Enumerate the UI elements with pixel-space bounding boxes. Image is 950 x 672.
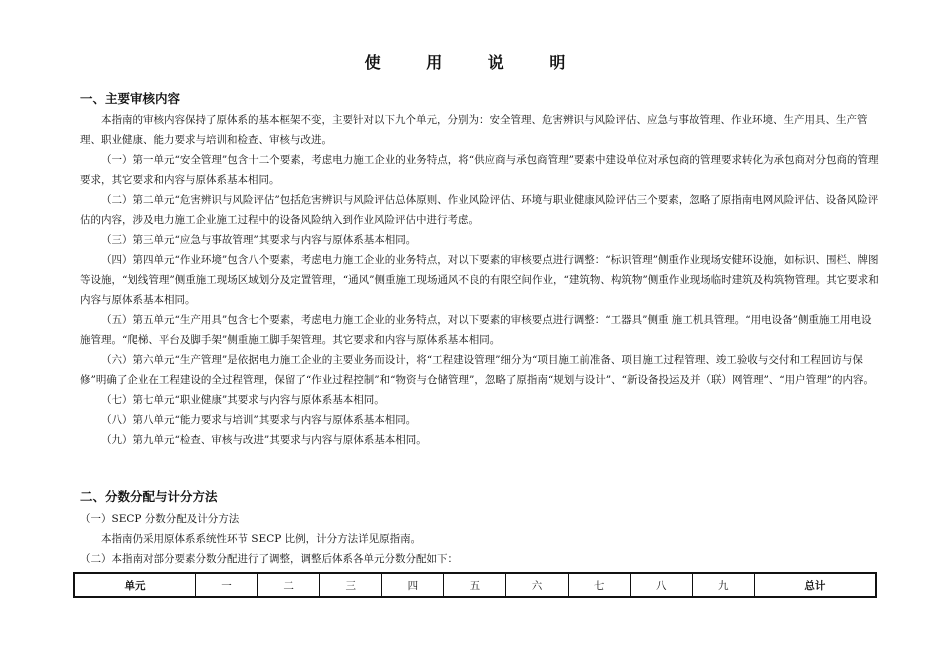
paragraph: 本指南的审核内容保持了原体系的基本框架不变，主要针对以下九个单元，分别为：安全管理、危害辨识与风险评估、应急与事故管理、作业环境、生产用具、生产管理、职业健康、能力要求与培训和检查、审核与改进。: [80, 114, 868, 146]
page-title: 使 用 说 明: [364, 53, 586, 72]
paragraph: （七）第七单元“职业健康”其要求与内容与原体系基本相同。: [101, 394, 385, 406]
table-cell: 六: [506, 573, 568, 597]
table-cell: 九: [692, 573, 754, 597]
section-heading-1: 一、主要审核内容: [80, 91, 181, 106]
section-1-body: [80, 110, 880, 450]
paragraph: （三）第三单元“应急与事故管理”其要求与内容与原体系基本相同。: [101, 234, 417, 246]
table-cell: 三: [320, 573, 382, 597]
table-cell: 五: [444, 573, 506, 597]
table-cell: 一: [196, 573, 258, 597]
table-cell: 七: [568, 573, 630, 597]
table-cell: 四: [382, 573, 444, 597]
paragraph: （四）第四单元“作业环境”包含八个要素，考虑电力施工企业的业务特点，对以下要素的审核要点进行调整：“标识管理”侧重作业现场安健环设施，如标识、围栏、牌图等设施，“划线管理”侧重施工现场区域划分及定置管理，“通风”侧重施工现场通风不良的有限空间作业，“建筑物、构筑物”侧重作业现场临时建筑及构筑物管理。其它要求和内容与原体系基本相同。: [80, 254, 879, 306]
paragraph: （五）第五单元“生产用具”包含七个要素，考虑电力施工企业的业务特点，对以下要素的审核要点进行调整：“工器具”侧重 施工机具管理。“用电设备”侧重施工用电设施管理。“爬梯、平台及脚手架”侧重施工脚手架管理。其它要求和内容与原体系基本相同。: [80, 314, 872, 346]
table-row: [74, 573, 876, 597]
subsection-1-body: 本指南仍采用原体系系统性环节 SECP 比例，计分方法详见原指南。: [101, 533, 422, 545]
table-cell: 二: [258, 573, 320, 597]
paragraph: （六）第六单元“生产管理”是依据电力施工企业的主要业务而设计，将“工程建设管理”细分为“项目施工前准备、项目施工过程管理、竣工验收与交付和工程回访与保修”明确了企业在工程建设的全过程管理，保留了“作业过程控制”和“物资与仓储管理”，忽略了原指南“规划与设计”、“新设备投运及并（联）网管理”、“用户管理”的内容。: [80, 354, 875, 386]
table-cell: 总计: [754, 573, 876, 597]
paragraph: （九）第九单元“检查、审核与改进”其要求与内容与原体系基本相同。: [101, 434, 427, 446]
paragraph: （八）第八单元“能力要求与培训”其要求与内容与原体系基本相同。: [101, 414, 417, 426]
subsection-2-label: （二）本指南对部分要素分数分配进行了调整，调整后体系各单元分数分配如下：: [80, 553, 458, 565]
paragraph: （二）第二单元“危害辨识与风险评估”包括危害辨识与风险评估总体原则、作业风险评估、环境与职业健康风险评估三个要素，忽略了原指南电网风险评估、设备风险评估的内容，涉及电力施工企业施工过程中的设备风险纳入到作业风险评估中进行考虑。: [80, 194, 879, 226]
section-heading-2: 二、分数分配与计分方法: [80, 489, 218, 504]
score-table: [73, 572, 877, 598]
paragraph: （一）第一单元“安全管理”包含十二个要素，考虑电力施工企业的业务特点，将“供应商与承包商管理”要素中建设单位对承包商的管理要求转化为承包商对分包商的管理要求，其它要求和内容与原体系基本相同。: [80, 154, 879, 186]
table-cell: 八: [630, 573, 692, 597]
subsection-1-label: （一）SECP 分数分配及计分方法: [80, 513, 240, 525]
table-cell: 单元: [74, 573, 196, 597]
